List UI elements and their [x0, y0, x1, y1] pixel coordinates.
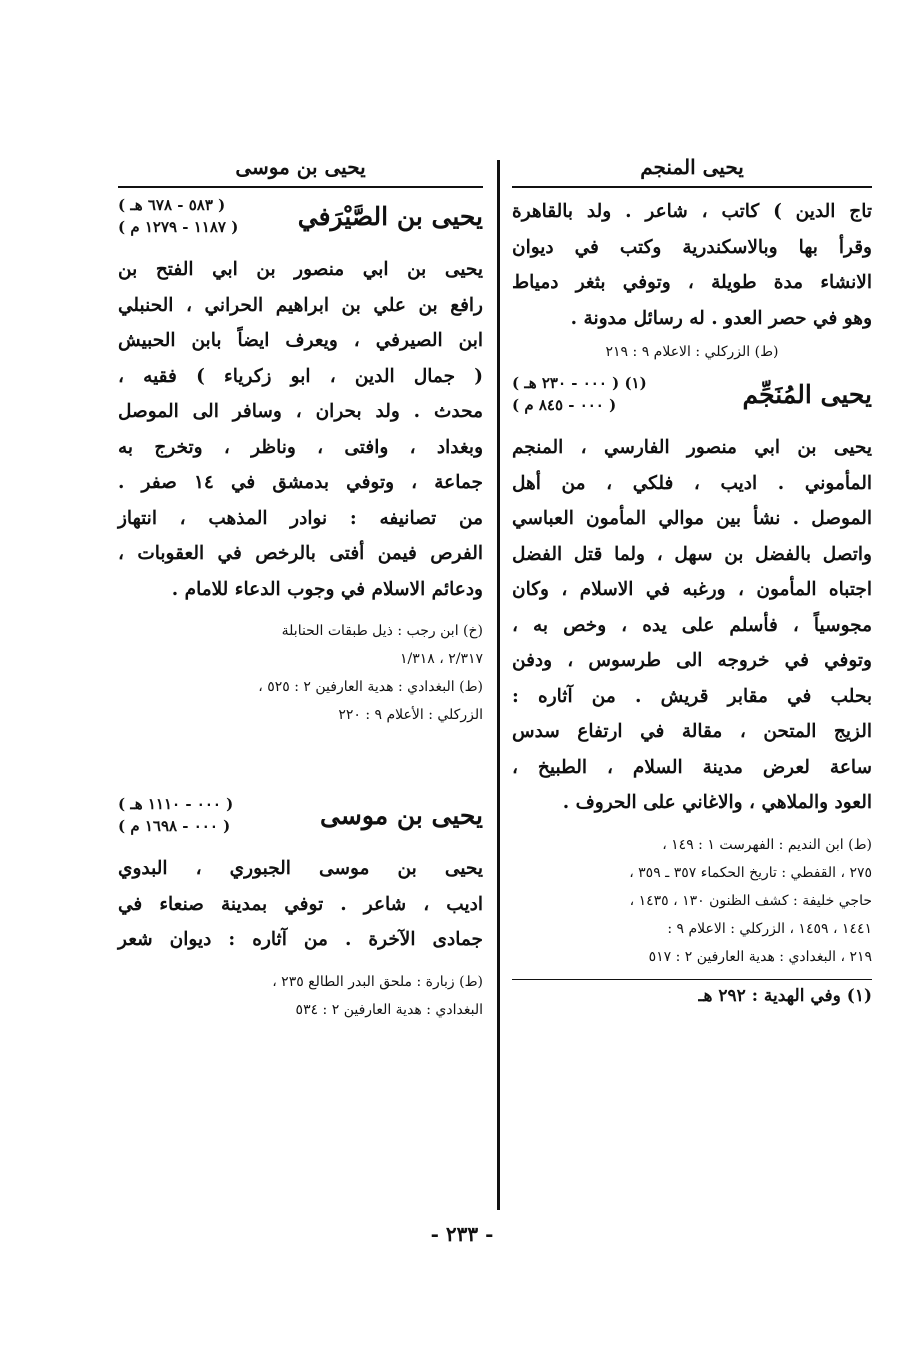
ref-line: ٢١٩ ، البغدادي : هدية العارفين ٢ : ٥١٧ — [648, 948, 872, 965]
left-column — [118, 150, 483, 1024]
text-line: اديب ، شاعر . توفي بمدينة صنعاء في — [118, 893, 483, 915]
dates-ce: ( ٠٠٠ - ١٦٩٨ م ) — [118, 817, 231, 835]
text-line: يحيى بن ابي منصور بن ابي الفتح بن — [118, 259, 483, 280]
page-number: - ٢٣٣ - — [430, 1222, 494, 1246]
text-line: وقرأ بها وبالاسكندرية وكتب في ديوان — [512, 236, 872, 258]
text-line: بحلب في مقابر قريش . من آثاره : — [512, 685, 872, 707]
footnote: (١) وفي الهدية : ٢٩٢ هـ — [698, 985, 872, 1006]
text-line: وبغداد ، وافتى ، وناظر ، وتخرج به — [118, 436, 483, 458]
ref-line: (ط) ابن النديم : الفهرست ١ : ١٤٩ ، — [662, 836, 872, 853]
entry-name: يحيى بن موسى — [320, 800, 483, 830]
continued-entry-refs — [512, 338, 872, 366]
text-line: يحيى بن ابي منصور الفارسي ، المنجم — [512, 437, 872, 458]
text-line: مجوسياً ، فأسلم على يده ، وخص به ، — [512, 614, 872, 636]
text-line: الفرص فيمن أفتى بالرخص في العقوبات ، — [118, 543, 483, 564]
text-line: وهو في حصر العدو . له رسائل مدونة . — [570, 307, 872, 329]
entry-dates — [512, 372, 647, 416]
ref-line: ١٤٤١ ، ١٤٥٩ ، الزركلي : الاعلام ٩ : — [667, 920, 872, 937]
entry-refs-munajjim — [512, 831, 872, 971]
ref-line: ٢٧٥ ، القفطي : تاريخ الحكماء ٣٥٧ ـ ٣٥٩ ، — [629, 864, 872, 881]
text-line: المأموني . اديب ، فلكي ، من أهل — [512, 472, 872, 494]
ref-line: (ط) الزركلي : الاعلام ٩ : ٢١٩ — [605, 344, 779, 360]
dates-hijri: ( ٠٠٠ - ٢٣٠ هـ ) — [512, 374, 620, 392]
entry-heading-sayrafi — [118, 194, 483, 238]
text-line: يحيى بن موسى الجبوري ، البدوي — [118, 858, 483, 879]
column-divider — [497, 160, 500, 1210]
entry-name: يحيى المُنَجِّم — [742, 379, 872, 409]
running-head-left: يحيى بن موسى — [235, 155, 366, 179]
dates-ce: ( ١١٨٧ - ١٢٧٩ م ) — [118, 218, 239, 236]
ref-line: الزركلي : الأعلام ٩ : ٢٢٠ — [338, 707, 483, 723]
entry-text-sayrafi — [118, 252, 483, 607]
ref-line: حاجي خليفة : كشف الظنون ١٣٠ ، ١٤٣٥ ، — [629, 892, 872, 909]
entry-heading-musa — [118, 793, 483, 837]
text-line: ودعائم الاسلام في وجوب الدعاء للامام . — [171, 578, 483, 600]
text-line: محدث . ولد بحران ، وسافر الى الموصل — [118, 401, 483, 422]
text-line: واتصل بالفضل بن سهل ، ولما قتل الفضل — [512, 543, 872, 565]
entry-refs-sayrafi — [118, 617, 483, 729]
text-line: العود والملاهي ، والاغاني على الحروف . — [562, 792, 872, 813]
dates-hijri: ( ٠٠٠ - ١١١٠ هـ ) — [118, 795, 234, 813]
dates-hijri: ( ٥٨٣ - ٦٧٨ هـ ) — [118, 196, 226, 214]
ref-line: (خ) ابن رجب : ذيل طبقات الحنابلة — [281, 623, 483, 639]
entry-text-musa — [118, 851, 483, 958]
header-rule-right — [512, 186, 872, 188]
running-head-right: يحيى المنجم — [640, 155, 744, 179]
ref-line: (ط) زبارة : ملحق البدر الطالع ٢٣٥ ، — [272, 973, 483, 990]
text-line: رافع بن علي بن ابراهيم الحراني ، الحنبلي — [118, 294, 483, 316]
footnote-rule — [512, 979, 872, 980]
text-line: ( جمال الدين ، ابو زكرياء ) فقيه ، — [118, 365, 483, 387]
text-line: الانشاء مدة طويلة ، وتوفي بثغر دمياط — [512, 272, 872, 293]
continued-entry-text — [512, 194, 872, 336]
text-line: جمادى الآخرة . من آثاره : ديوان شعر — [118, 929, 483, 950]
text-line: ساعة لعرض مدينة السلام ، الطبيخ ، — [512, 756, 872, 778]
ref-line: ٢/٣١٧ ، ١/٣١٨ — [399, 651, 483, 667]
entry-dates — [118, 194, 238, 238]
footnote-marker: (١) — [624, 374, 647, 392]
entry-dates — [118, 793, 233, 837]
text-line: ابن الصيرفي ، ويعرف ايضاً بابن الحبيش — [118, 330, 483, 351]
ref-line: البغدادي : هدية العارفين ٢ : ٥٣٤ — [295, 1001, 483, 1018]
text-line: الموصل . نشأ بين موالي المأمون العباسي — [512, 508, 872, 529]
ref-line: (ط) البغدادي : هدية العارفين ٢ : ٥٢٥ ، — [258, 679, 483, 695]
header-rule-left — [118, 186, 483, 188]
entry-text-munajjim — [512, 430, 872, 821]
text-line: اجتباه المأمون ، ورغبه في الاسلام ، وكان — [512, 579, 872, 600]
text-line: من تصانيفه : نوادر المذهب ، انتهاز — [118, 507, 483, 529]
right-column — [512, 150, 872, 1006]
text-line: تاج الدين ) كاتب ، شاعر . ولد بالقاهرة — [512, 201, 872, 222]
entry-heading-munajjim — [512, 372, 872, 416]
text-line: وتوفي في خروجه الى طرسوس ، ودفن — [512, 650, 872, 671]
entry-refs-musa — [118, 968, 483, 1024]
dates-ce: ( ٠٠٠ - ٨٤٥ م ) — [512, 396, 617, 414]
text-line: جماعة ، وتوفي بدمشق في ١٤ صفر . — [118, 472, 483, 493]
text-line: الزيج المتحن ، مقالة في ارتفاع سدس — [512, 721, 872, 742]
entry-name: يحيى بن الصَّيْرَفي — [297, 201, 483, 231]
